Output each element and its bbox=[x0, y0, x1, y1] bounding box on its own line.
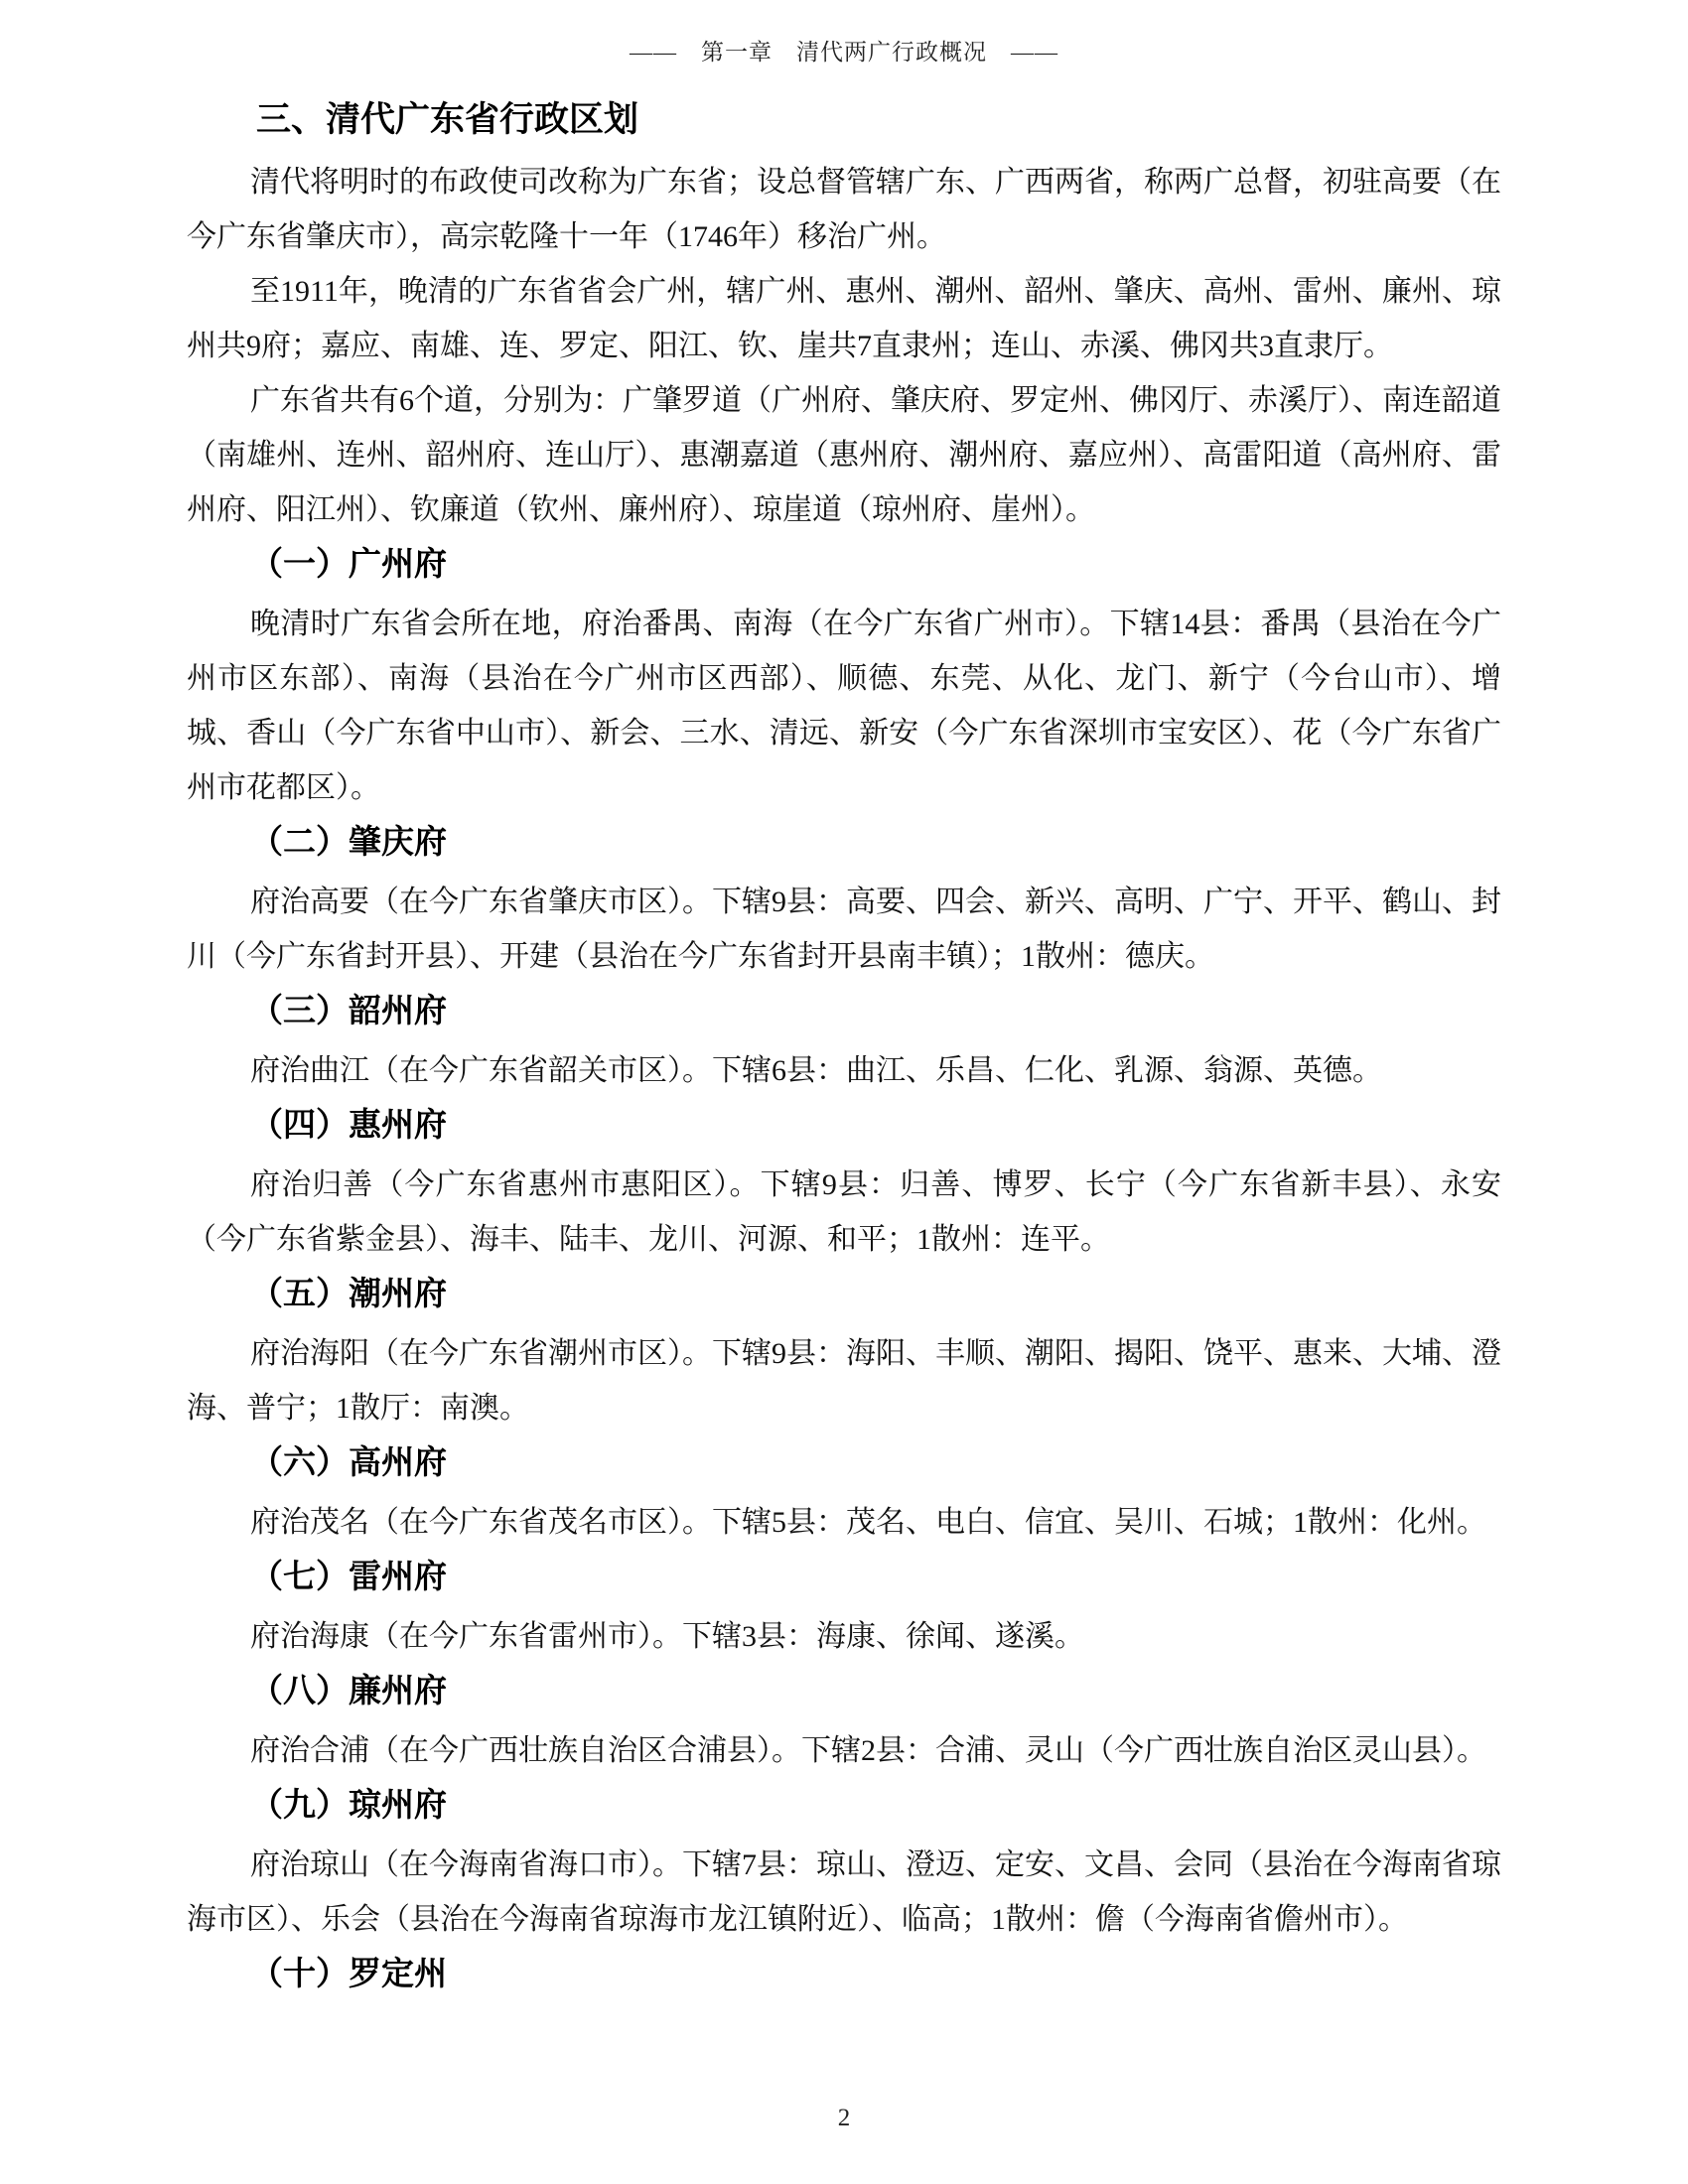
body-paragraph: 府治海康（在今广东省雷州市）。下辖3县：海康、徐闻、遂溪。 bbox=[250, 1620, 1084, 1653]
section-heading: （六）高州府 bbox=[250, 1443, 447, 1480]
body-paragraph: 府治合浦（在今广西壮族自治区合浦县）。下辖2县：合浦、灵山（今广西壮族自治区灵山县）。 bbox=[250, 1734, 1486, 1767]
body-paragraph: 清代将明时的布政使司改称为广东省；设总督管辖广东、广西两省，称两广总督，初驻高要（在今广东省肇庆市），高宗乾隆十一年（1746年）移治广州。 bbox=[187, 166, 1501, 253]
section-heading: （九）琼州府 bbox=[250, 1786, 447, 1823]
body-paragraph: 广东省共有6个道，分别为：广肇罗道（广州府、肇庆府、罗定州、佛冈厅、赤溪厅）、南连韶道（南雄州、连州、韶州府、连山厅）、惠潮嘉道（惠州府、潮州府、嘉应州）、高雷阳道（高州府、雷州府、阳江州）、钦廉道（钦州、廉州府）、琼崖道（琼州府、崖州）。 bbox=[187, 384, 1501, 526]
body-paragraph: 府治琼山（在今海南省海口市）。下辖7县：琼山、澄迈、定安、文昌、会同（县治在今海南省琼海市区）、乐会（县治在今海南省琼海市龙江镇附近）、临高；1散州：儋（今海南省儋州市）。 bbox=[187, 1848, 1501, 1936]
document-body bbox=[187, 155, 1501, 1996]
section-heading: （四）惠州府 bbox=[250, 1106, 447, 1143]
section-heading: （十）罗定州 bbox=[250, 1955, 447, 1991]
body-paragraph: 府治归善（今广东省惠州市惠阳区）。下辖9县：归善、博罗、长宁（今广东省新丰县）、永安（今广东省紫金县）、海丰、陆丰、龙川、河源、和平；1散州：连平。 bbox=[187, 1168, 1501, 1256]
section-heading: （八）廉州府 bbox=[250, 1672, 447, 1708]
body-paragraph: 晚清时广东省会所在地，府治番禺、南海（在今广东省广州市）。下辖14县：番禺（县治在今广州市区东部）、南海（县治在今广州市区西部）、顺德、东莞、从化、龙门、新宁（今台山市）、增城、香山（今广东省中山市）、新会、三水、清远、新安（今广东省深圳市宝安区）、花（今广东省广州市花都区）。 bbox=[187, 608, 1501, 804]
section-heading: （三）韶州府 bbox=[250, 992, 447, 1028]
page-title: 三、清代广东省行政区划 bbox=[256, 100, 639, 139]
body-paragraph: 府治高要（在今广东省肇庆市区）。下辖9县：高要、四会、新兴、高明、广宁、开平、鹤山、封川（今广东省封开县）、开建（县治在今广东省封开县南丰镇）；1散州：德庆。 bbox=[187, 886, 1501, 973]
section-heading: （二）肇庆府 bbox=[250, 823, 447, 860]
body-paragraph: 府治海阳（在今广东省潮州市区）。下辖9县：海阳、丰顺、潮阳、揭阳、饶平、惠来、大埔、澄海、普宁；1散厅：南澳。 bbox=[187, 1337, 1501, 1425]
section-heading: （一）广州府 bbox=[250, 545, 447, 582]
section-heading: （七）雷州府 bbox=[250, 1558, 447, 1594]
body-paragraph: 府治茂名（在今广东省茂名市区）。下辖5县：茂名、电白、信宜、吴川、石城；1散州：化州。 bbox=[250, 1506, 1486, 1539]
body-paragraph: 至1911年，晚清的广东省省会广州，辖广州、惠州、潮州、韶州、肇庆、高州、雷州、廉州、琼州共9府；嘉应、南雄、连、罗定、阳江、钦、崖共7直隶州；连山、赤溪、佛冈共3直隶厅。 bbox=[187, 275, 1501, 362]
page-number: 2 bbox=[837, 2105, 851, 2131]
section-heading: （五）潮州府 bbox=[250, 1275, 447, 1311]
running-header: —— 第一章 清代两广行政概况 —— bbox=[630, 40, 1058, 65]
document-content bbox=[187, 97, 1501, 2006]
body-paragraph: 府治曲江（在今广东省韶关市区）。下辖6县：曲江、乐昌、仁化、乳源、翁源、英德。 bbox=[250, 1054, 1382, 1087]
